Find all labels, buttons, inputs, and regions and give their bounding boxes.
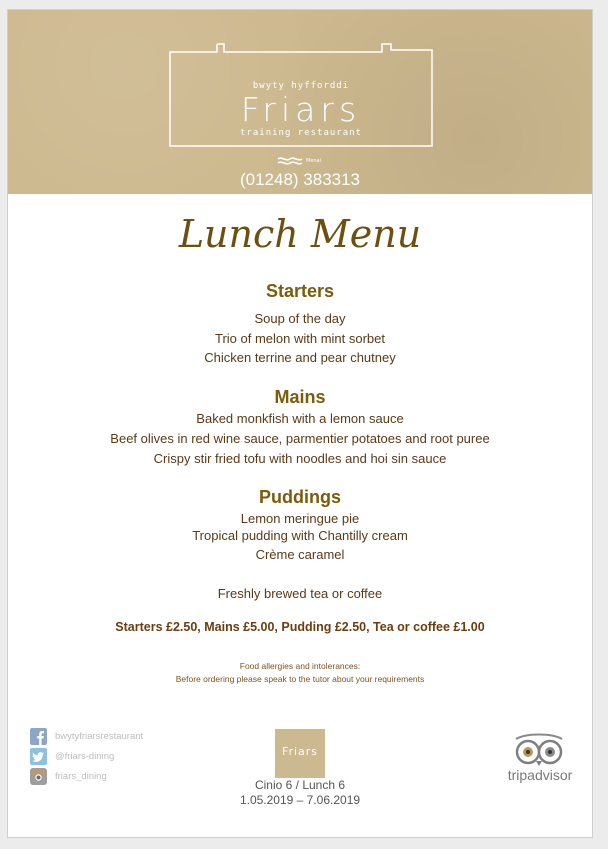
- phone-number: (01248) 383313: [239, 170, 361, 189]
- mini-logo-text: Friars: [281, 745, 319, 758]
- menu-item: Chicken terrine and pear chutney: [204, 350, 396, 365]
- instagram-handle: friars_dining: [55, 770, 107, 782]
- allergy-heading: Food allergies and intolerances:: [239, 661, 361, 671]
- price-list: Starters £2.50, Mains £5.00, Pudding £2.50, Tea or coffee £1.00: [115, 620, 485, 634]
- mains-heading: Mains: [274, 387, 326, 407]
- menu-item: Lemon meringue pie: [240, 511, 360, 526]
- header-banner: [8, 10, 592, 194]
- facebook-link[interactable]: [30, 727, 143, 745]
- tripadvisor-wordmark[interactable]: tripadvisor: [507, 767, 573, 783]
- twitter-link[interactable]: [30, 747, 114, 765]
- starters-heading: Starters: [265, 281, 335, 301]
- menu-number: Cinio 6 / Lunch 6: [254, 778, 346, 792]
- logo-subtitle: training restaurant: [240, 128, 362, 138]
- logo-welsh-text: bwyty hyfforddi: [252, 81, 350, 91]
- menu-item: Tropical pudding with Chantilly cream: [192, 528, 408, 543]
- tripadvisor-owl-icon: [508, 733, 570, 767]
- facebook-handle: bwytyfriarsrestaurant: [55, 730, 144, 742]
- menu-item: Beef olives in red wine sauce, parmentier potatoes and root puree: [110, 431, 490, 446]
- menu-dates: 1.05.2019 – 7.06.2019: [239, 793, 361, 807]
- menu-item: Crème caramel: [255, 547, 345, 562]
- menu-item: Crispy stir fried tofu with noodles and hoi sin sauce: [153, 451, 447, 466]
- puddings-heading: Puddings: [259, 487, 341, 507]
- friars-mini-logo: [275, 729, 325, 778]
- menu-page: [7, 9, 593, 838]
- menu-item: Soup of the day: [254, 311, 346, 326]
- drinks-line: Freshly brewed tea or coffee: [217, 586, 383, 601]
- menu-item: Trio of melon with mint sorbet: [214, 331, 386, 346]
- twitter-handle: @friars-dining: [55, 750, 115, 762]
- logo-name: Friars: [240, 90, 362, 129]
- menu-item: Baked monkfish with a lemon sauce: [196, 411, 404, 426]
- partner-label: Menai: [306, 158, 322, 164]
- allergy-note: Before ordering please speak to the tutor about your requirements: [175, 674, 425, 684]
- twitter-icon: [30, 748, 47, 765]
- friars-logo: [169, 43, 433, 147]
- facebook-icon: [30, 728, 47, 745]
- menu-title: Lunch Menu: [178, 212, 422, 256]
